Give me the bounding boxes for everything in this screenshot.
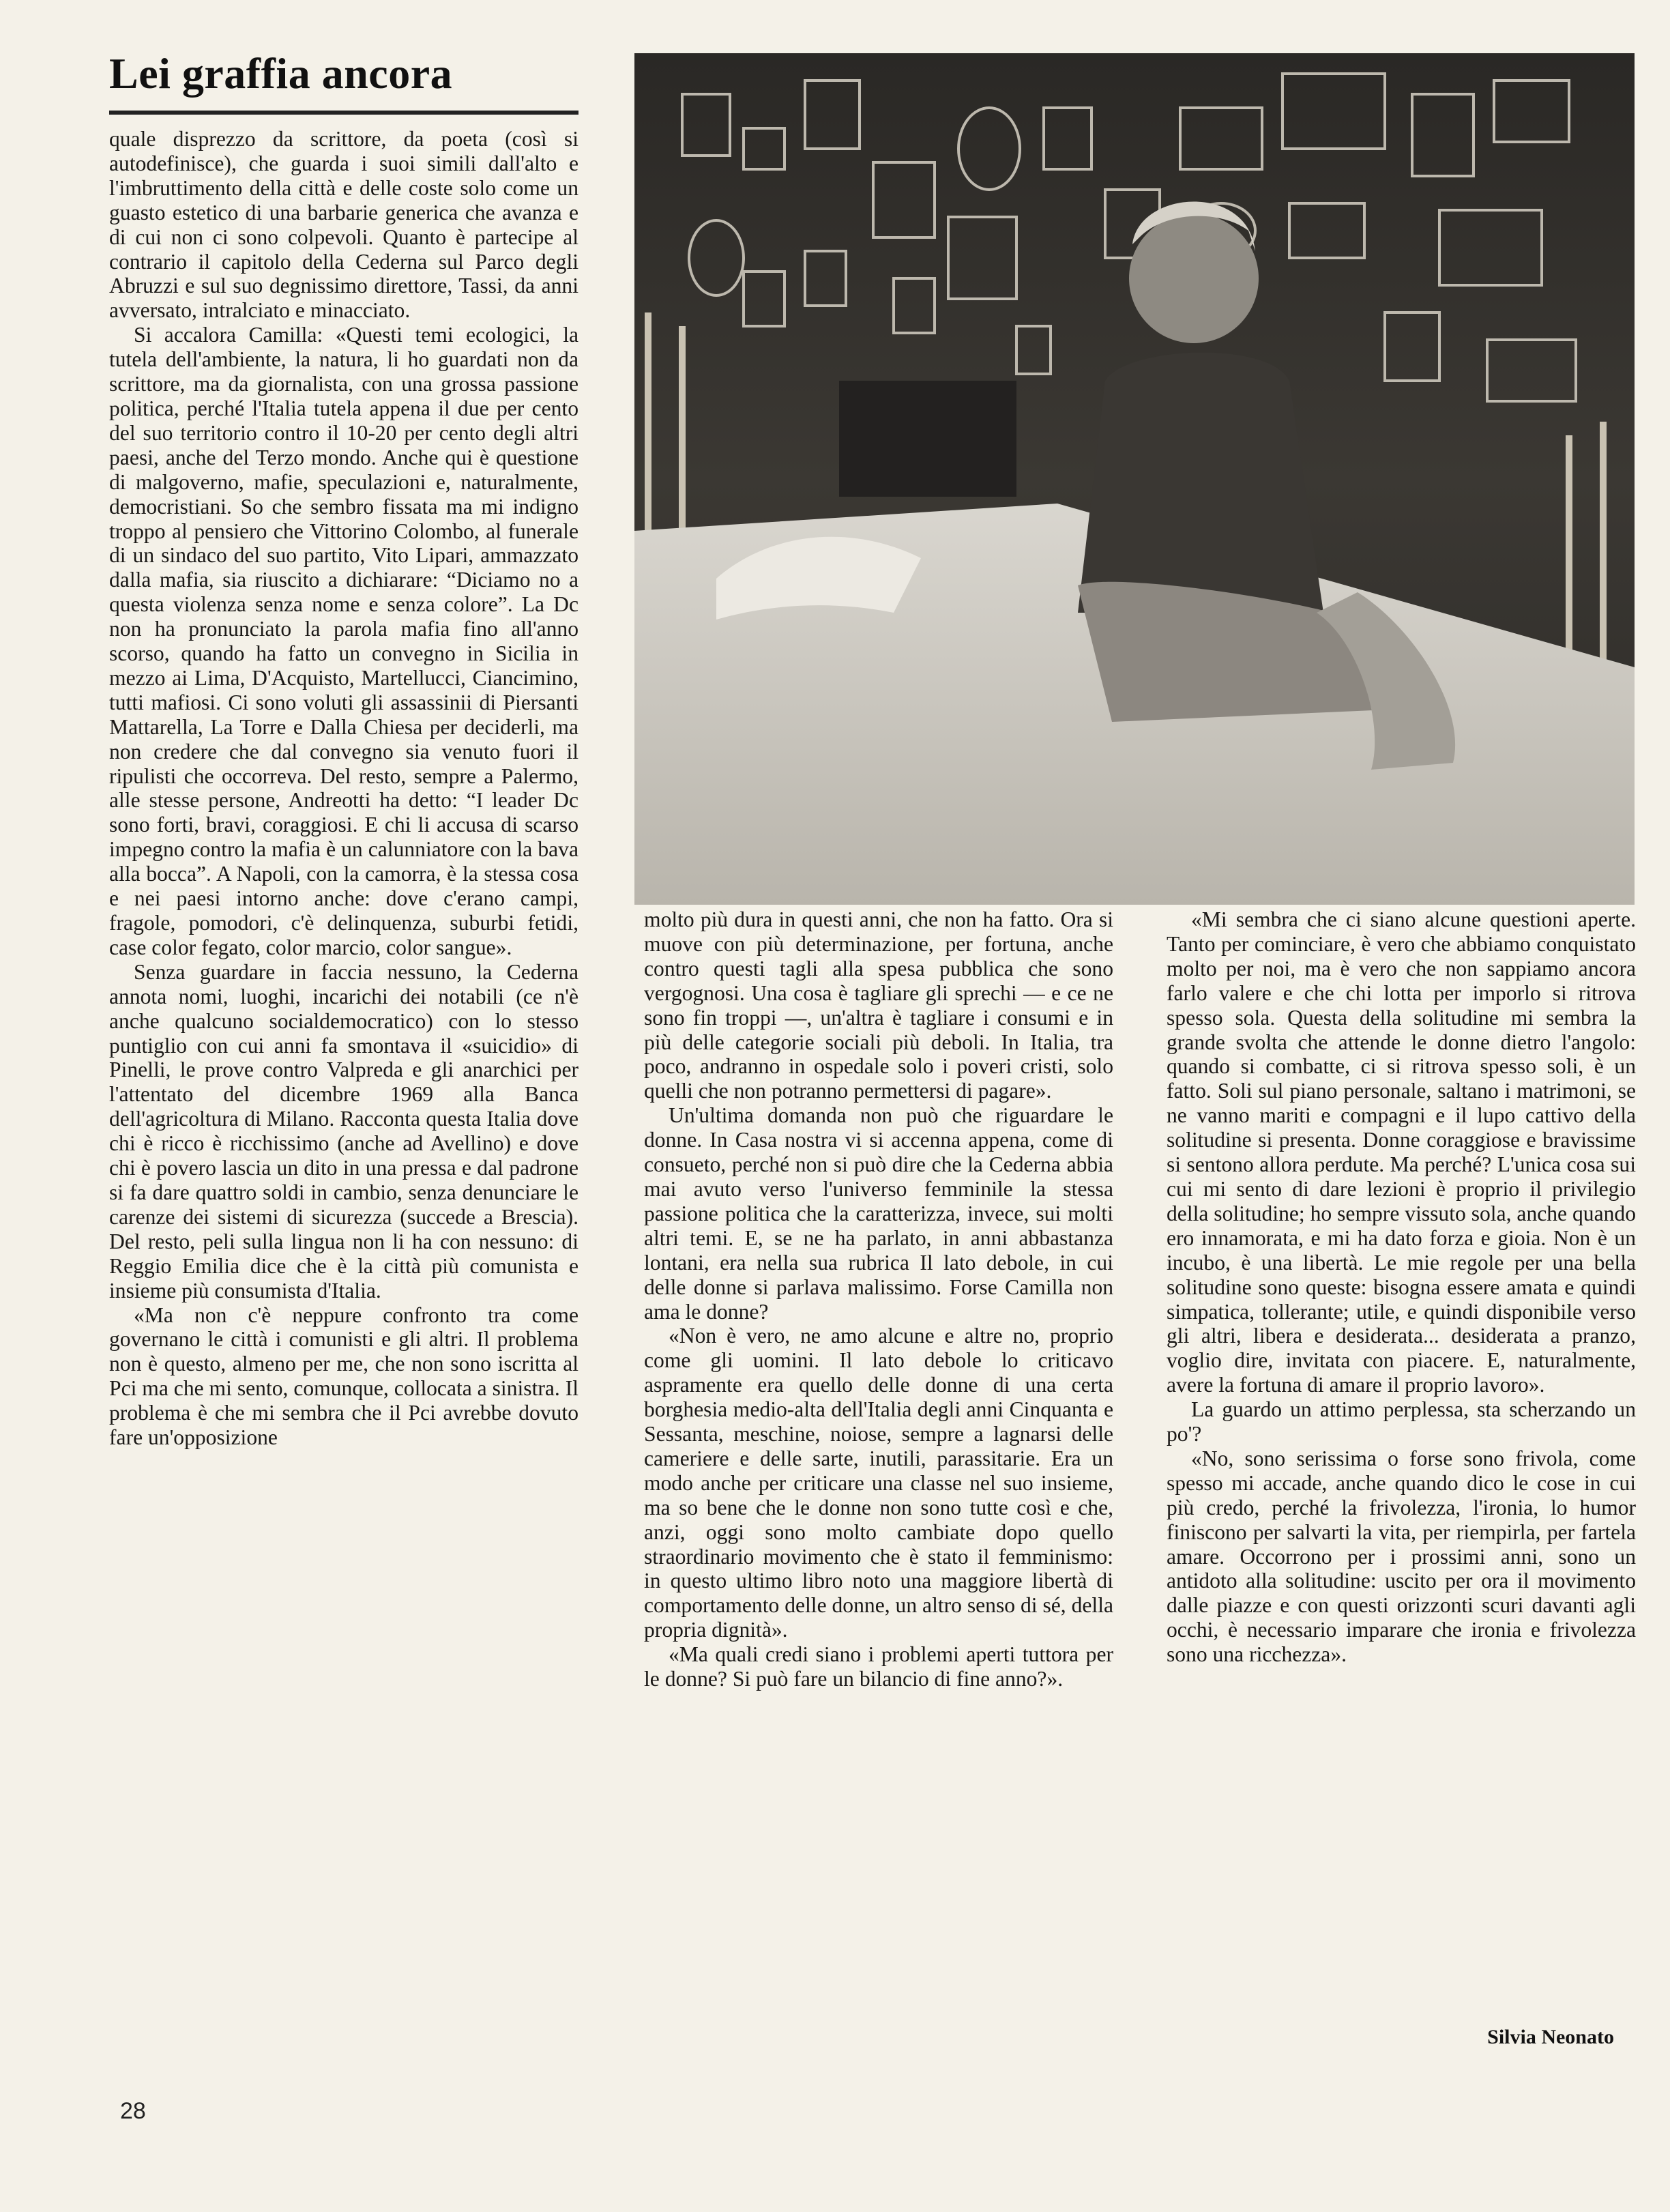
headline: Lei graffia ancora — [109, 49, 453, 98]
paragraph: quale disprezzo da scrittore, da poeta (così si autodefinisce), che guarda i suoi simili dall'alto e l'imbruttimento della città e delle coste solo come un guasto estetico di una barbarie generica che avanza e di cui non ci sono colpevoli. Quanto è partecipe al contrario il capitolo della Cederna sul Parco degli Abruzzi e sul suo degnissimo direttore, Tassi, da anni avversato, intralciato e minacciato. — [109, 127, 578, 323]
paragraph: «No, sono serissima o forse sono frivola, come spesso mi accade, anche quando dico le cose in cui più credo, perché la frivolezza, l'ironia, lo humor finiscono per salvarti la vita, per riempirla, per fartela amare. Occorrono per i prossimi anni, sono un antidoto alla solitudine: uscito per ora il movimento dalle piazze e con questi orizzonti scuri davanti agli occhi, è necessario imparare che ironia e frivolezza sono una ricchezza». — [1167, 1446, 1636, 1667]
headline-rule — [109, 111, 578, 115]
paragraph: Senza guardare in faccia nessuno, la Cederna annota nomi, luoghi, incarichi dei notabili (ce n'è anche qualcuno socialdemocratico) con lo stesso puntiglio con cui anni fa smontava il «suicidio» di Pinelli, le prove contro Valpreda e gli anarchici per l'attentato del dicembre 1969 alla Banca dell'agricoltura di Milano. Racconta questa Italia dove chi è ricco è ricchissimo (anche ad Avellino) e dove chi è povero lascia un dito in una pressa e dal padrone si fa dare quattro soldi in cambio, senza denunciare le carenze dei sistemi di sicurezza (succede a Brescia). Del resto, peli sulla lingua non li ha con nessuno: di Reggio Emilia dice che è la città più comunista e insieme più consumista d'Italia. — [109, 959, 578, 1303]
page-number: 28 — [120, 2098, 146, 2124]
article-column-3 — [1167, 907, 1636, 2061]
paragraph: Un'ultima domanda non può che riguardare le donne. In Casa nostra vi si accenna appena, come di consueto, perché non si può dire che la Cederna abbia mai avuto verso l'universo femminile la stessa passione politica che la caratterizza, invece, sui molti altri temi. E, se ne ha parlato, in anni abbastanza lontani, era nella sua rubrica Il lato debole, in cui delle donne si parlava malissimo. Forse Camilla non ama le donne? — [644, 1103, 1113, 1324]
paragraph: «Ma non c'è neppure confronto tra come governano le città i comunisti e gli altri. Il problema non è questo, almeno per me, che non sono iscritta al Pci ma che mi sento, comunque, collocata a sinistra. Il problema è che mi sembra che il Pci avrebbe dovuto fare un'opposizione — [109, 1303, 578, 1450]
article-photo — [634, 53, 1635, 905]
paragraph: «Non è vero, ne amo alcune e altre no, proprio come gli uomini. Il lato debole lo criticavo aspramente era quello delle donne di una certa borghesia medio-alta dell'Italia degli anni Cinquanta e Sessanta, meschine, noiose, sempre a lagnarsi delle cameriere e delle sarte, inutili, parassitarie. Era un modo anche per criticare una classe nel suo insieme, ma so bene che le donne non sono tutte così e che, anzi, oggi sono molto cambiate dopo quello straordinario movimento che è stato il femminismo: in questo ultimo libro noto una maggiore libertà di comportamento delle donne, un altro senso di sé, della propria dignità». — [644, 1324, 1113, 1642]
article-column-2 — [644, 907, 1113, 2067]
paragraph: «Mi sembra che ci siano alcune questioni aperte. Tanto per cominciare, è vero che abbiamo conquistato molto per noi, ma è vero che non sappiamo ancora farlo valere e che chi lotta per imporlo si ritrova spesso sola. Questa della solitudine mi sembra la grande svolta che attende le donne dietro l'angolo: quando si combatte, ci si ritrova spesso soli, è un fatto. Soli sul piano personale, saltano i matrimoni, se ne vanno mariti e compagni e il lupo cattivo della solitudine si presenta. Donne coraggiose e bravissime si sentono allora perdute. Ma perché? L'unica cosa sui cui mi sento di dare lezioni è proprio il privilegio della solitudine; ho sempre vissuto sola, anche quando ero innamorata, e mi ha dato forza e gioia. Non è un incubo, è una libertà. Le mie regole per una bella solitudine sono queste: bisogna essere amata e quindi simpatica, tollerante; utile, e quindi disponibile verso gli altri, libera e desiderata... desiderata a pranzo, voglio dire, invitata con piacere. E, naturalmente, avere la fortuna di amare il proprio lavoro». — [1167, 907, 1636, 1397]
author-byline: Silvia Neonato — [1487, 2026, 1614, 2048]
article-column-1 — [109, 127, 578, 2065]
paragraph: «Ma quali credi siano i problemi aperti tuttora per le donne? Si può fare un bilancio di fine anno?». — [644, 1642, 1113, 1691]
paragraph: La guardo un attimo perplessa, sta scherzando un po'? — [1167, 1397, 1636, 1446]
paragraph: molto più dura in questi anni, che non ha fatto. Ora si muove con più determinazione, per fortuna, anche contro questi tagli alla spesa pubblica che sono vergognosi. Una cosa è tagliare gli sprechi — e ce ne sono fin troppi —, un'altra è tagliare i consumi e in più delle categorie sociali più deboli. In Italia, tra poco, andranno in ospedale solo i poveri cristi, solo quelli che non potranno permettersi di pagare». — [644, 907, 1113, 1103]
photograph-woman-on-bed-icon — [634, 53, 1635, 905]
paragraph: Si accalora Camilla: «Questi temi ecologici, la tutela dell'ambiente, la natura, li ho guardati non da scrittore, ma da giornalista, con una grossa passione politica, perché l'Italia tutela appena il due per cento del suo territorio contro il 10-20 per cento degli altri paesi, anche del Terzo mondo. Anche qui è questione di malgoverno, mafie, speculazioni e, naturalmente, democristiani. So che sembro fissata ma mi indigno troppo al pensiero che Vittorino Colombo, al funerale di un sindaco del suo partito, Vito Lipari, ammazzato dalla mafia, sia riuscito a dichiarare: “Diciamo no a questa violenza senza nome e senza colore”. La Dc non ha pronunciato la parola mafia fino all'anno scorso, quando ha fatto un convegno in Sicilia in mezzo ai Lima, D'Acquisto, Martellucci, Ciancimino, tutti mafiosi. Ci sono voluti gli assassinii di Piersanti Mattarella, La Torre e Dalla Chiesa per deciderli, ma non credere che dal convegno sia venuto fuori il ripulisti che occorreva. Del resto, sempre a Palermo, alle stesse persone, Andreotti ha detto: “I leader Dc sono forti, bravi, coraggiosi. E chi li accusa di scarso impegno contro la mafia è un calunniatore con la bava alla bocca”. A Napoli, con la camorra, è la stessa cosa e nei paesi intorno anche: dove c'erano campi, fragole, pomodori, c'è delinquenza, suburbi fetidi, case color fegato, color marcio, color sangue». — [109, 323, 578, 959]
